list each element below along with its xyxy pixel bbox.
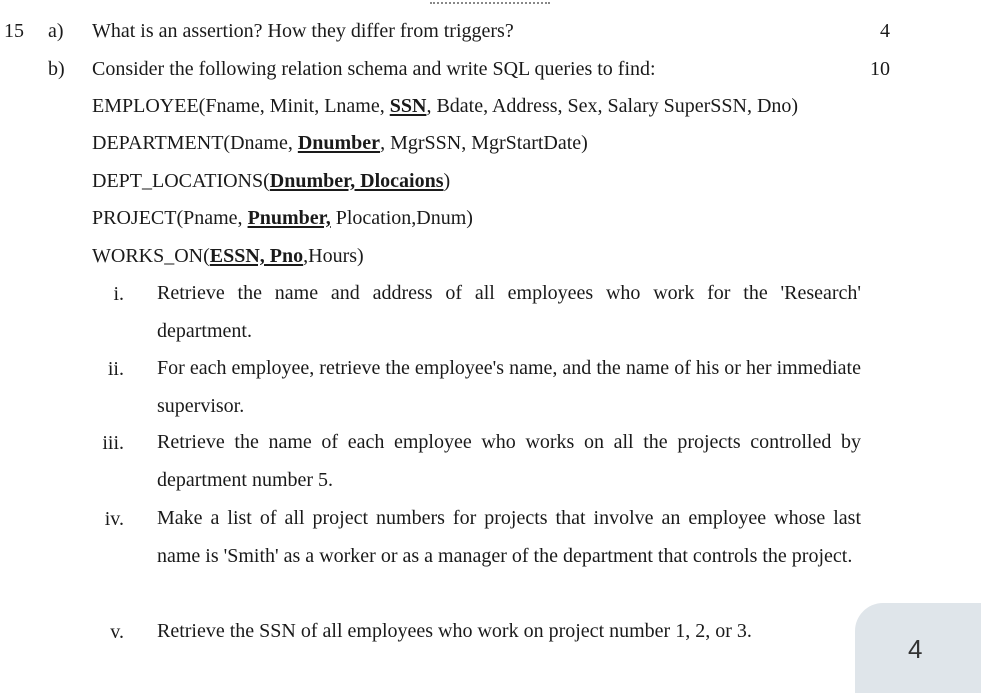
schema-dept-locations: DEPT_LOCATIONS(Dnumber, Dlocaions) <box>92 170 451 192</box>
schema-project: PROJECT(Pname, Pnumber, Plocation,Dnum) <box>92 207 473 229</box>
query-text: Retrieve the name of each employee who works on all the projects controlled by department number 5. <box>157 431 861 491</box>
part-b-label: b) <box>48 58 65 80</box>
query-text: Make a list of all project numbers for projects that involve an employee whose last name is 'Smith' as a worker or as a manager of the department that controls the project. <box>157 507 861 567</box>
query-numeral: i. <box>113 283 124 305</box>
query-text: Retrieve the SSN of all employees who work on project number 1, 2, or 3. <box>157 620 752 642</box>
primary-key: Pnumber, <box>247 207 331 229</box>
query-numeral: iv. <box>104 508 124 530</box>
question-number: 15 <box>4 20 24 42</box>
primary-key: Dnumber, Dlocaions <box>269 170 444 192</box>
query-numeral: ii. <box>107 358 124 380</box>
schema-works-on: WORKS_ON(ESSN, Pno,Hours) <box>92 245 364 267</box>
query-numeral: v. <box>110 621 124 643</box>
page-corner-mark: 4 <box>908 634 923 664</box>
part-a-text: What is an assertion? How they differ from triggers? <box>92 20 514 42</box>
primary-key: ESSN, Pno <box>209 245 304 267</box>
primary-key: Dnumber <box>297 132 381 154</box>
query-text: For each employee, retrieve the employee's name, and the name of his or her immediate supervisor. <box>157 357 861 417</box>
query-numeral: iii. <box>102 432 124 454</box>
primary-key: SSN <box>389 95 427 117</box>
top-edge-mark <box>430 0 550 4</box>
part-a-label: a) <box>48 20 64 42</box>
part-a-marks: 4 <box>880 20 890 42</box>
schema-department: DEPARTMENT(Dname, Dnumber, MgrSSN, MgrStartDate) <box>92 132 588 154</box>
part-b-marks: 10 <box>870 58 890 80</box>
query-text: Retrieve the name and address of all employees who work for the 'Research' department. <box>157 282 861 342</box>
part-b-text: Consider the following relation schema and write SQL queries to find: <box>92 58 656 80</box>
schema-employee: EMPLOYEE(Fname, Minit, Lname, SSN, Bdate, Address, Sex, Salary SuperSSN, Dno) <box>92 95 799 117</box>
